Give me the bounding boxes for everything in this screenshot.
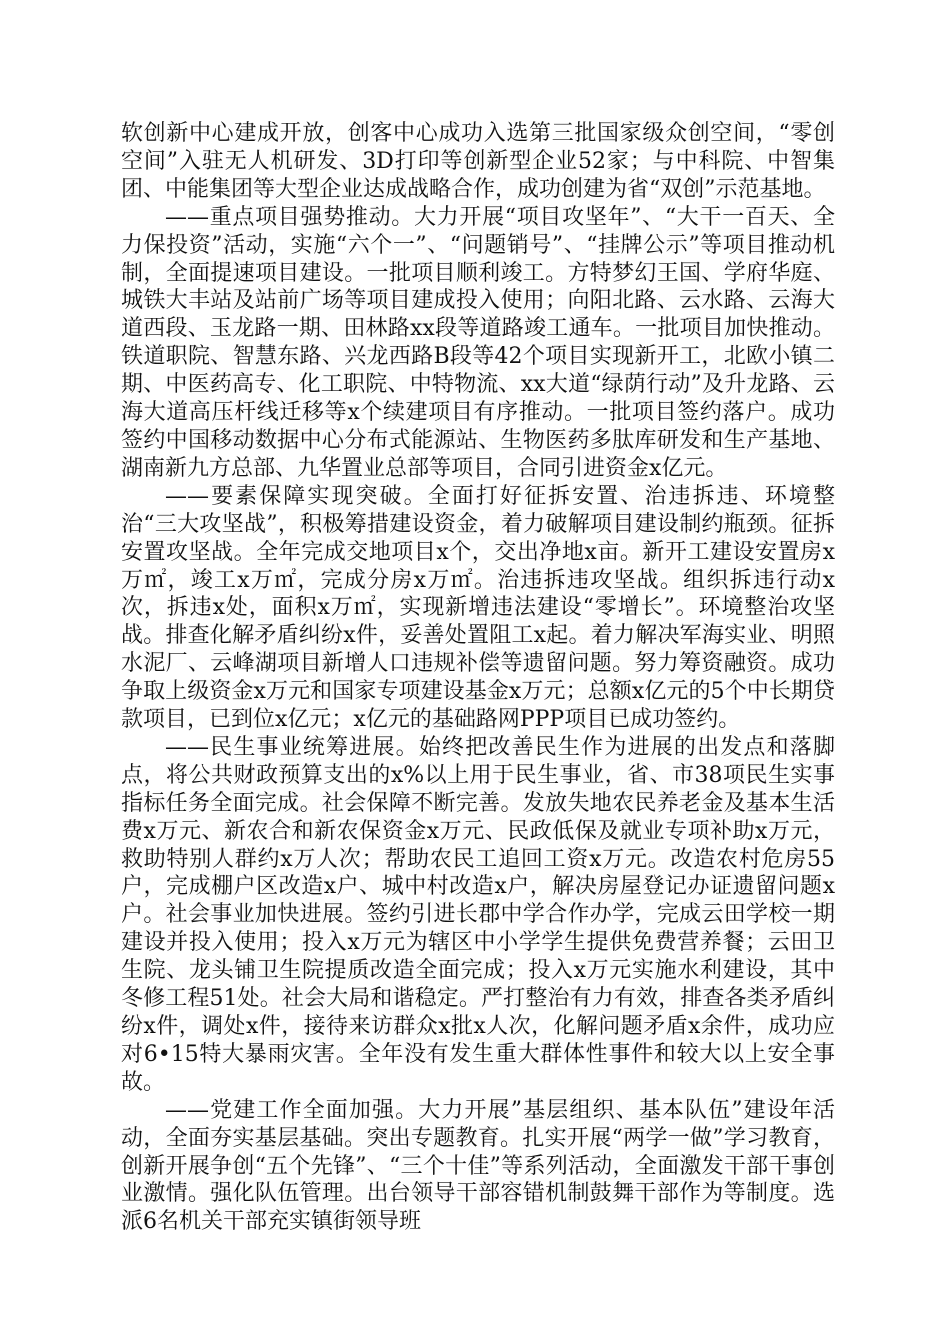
paragraph-key-projects: ——重点项目强势推动。大力开展“项目攻坚年”、“大干一百天、全力保投资”活动，实施“六个一”、“问题销号”、“挂牌公示”等项目推动机制，全面提速项目建设。一批项目顺利竣工。方特梦幻王国、学府华庭、城铁大丰站及站前广场等项目建成投入使用；向阳北路、云水路、云海大道西段、玉龙路一期、田林路xx段等道路竣工通车。一批项目加快推动。铁道职院、智慧东路、兴龙西路B段等42个项目实现新开工，北欧小镇二期、中医药高专、化工职院、中特物流、xx大道“绿荫行动”及升龙路、云海大道高压杆线迁移等x个续建项目有序推动。一批项目签约落户。成功签约中国移动数据中心分布式能源站、生物医药多肽库研发和生产基地、湖南新九方总部、九华置业总部等项目，合同引进资金x亿元。 [121,204,835,481]
document-body [121,120,835,1236]
paragraph-livelihood: ——民生事业统筹进展。始终把改善民生作为进展的出发点和落脚点，将公共财政预算支出的x%以上用于民生事业，省、市38项民生实事指标任务全面完成。社会保障不断完善。发放失地农民养老金及基本生活费x万元、新农合和新农保资金x万元、民政低保及就业专项补助x万元，救助特别人群约x万人次；帮助农民工追回工资x万元。改造农村危房55户，完成棚户区改造x户、城中村改造x户，解决房屋登记办证遗留问题x户。社会事业加快进展。签约引进长郡中学合作办学，完成云田学校一期建设并投入使用；投入x万元为辖区中小学学生提供免费营养餐；云田卫生院、龙头铺卫生院提质改造全面完成；投入x万元实施水利建设，其中冬修工程51处。社会大局和谐稳定。严打整治有力有效，排查各类矛盾纠纷x件，调处x件，接待来访群众x批x人次，化解问题矛盾x余件，成功应对6•15特大暴雨灾害。全年没有发生重大群体性事件和较大以上安全事故。 [121,734,835,1095]
paragraph-continuation: 软创新中心建成开放，创客中心成功入选第三批国家级众创空间，“零创空间”入驻无人机研发、3D打印等创新型企业52家；与中科院、中智集团、中能集团等大型企业达成战略合作，成功创建为省“双创”示范基地。 [121,121,835,202]
paragraph-party-building: ——党建工作全面加强。大力开展”基层组织、基本队伍”建设年活动，全面夯实基层基础。突出专题教育。扎实开展“两学一做”学习教育，创新开展争创“五个先锋”、“三个十佳”等系列活动，全面激发干部干事创业激情。强化队伍管理。出台领导干部容错机制鼓舞干部作为等制度。选派6名机关干部充实镇街领导班 [121,1097,835,1235]
paragraph-factor-guarantee: ——要素保障实现突破。全面打好征拆安置、治违拆违、环境整治“三大攻坚战”，积极筹措建设资金，着力破解项目建设制约瓶颈。征拆安置攻坚战。全年完成交地项目x个，交出净地x亩。新开工建设安置房x万㎡，竣工x万㎡，完成分房x万㎡。治违拆违攻坚战。组织拆违行动x次，拆违x处，面积x万㎡，实现新增违法建设“零增长”。环境整治攻坚战。排查化解矛盾纠纷x件，妥善处置阻工x起。着力解决军海实业、明照水泥厂、云峰湖项目新增人口违规补偿等遗留问题。努力筹资融资。成功争取上级资金x万元和国家专项建设基金x万元；总额x亿元的5个中长期贷款项目，已到位x亿元；x亿元的基础路网PPP项目已成功签约。 [121,483,835,733]
